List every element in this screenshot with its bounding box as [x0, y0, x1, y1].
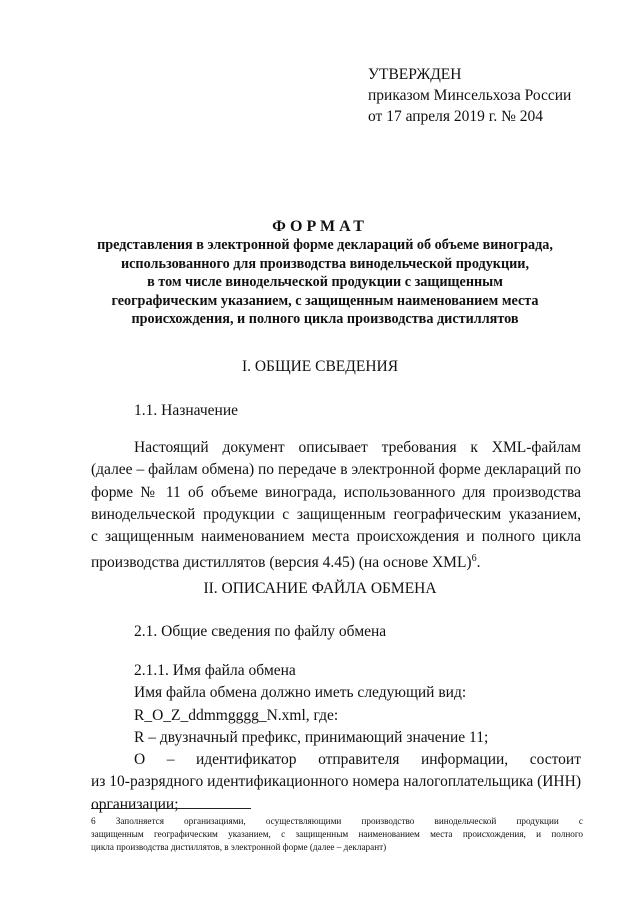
subtitle-line: происхождения, и полного цикла производства дистиллятов: [131, 311, 519, 327]
o-word: информации,: [420, 751, 509, 769]
approval-order: приказом Минсельхоза России: [368, 87, 572, 104]
filename-pattern: R_O_Z_ddmmgggg_N.xml, где:: [134, 706, 339, 724]
footnote-reference: 6: [471, 553, 477, 565]
paragraph-line: форме № 11 об объеме винограда, использованного для производства: [91, 483, 581, 501]
paragraph-line: с защищенным наименованием места происхождения и полного цикла: [91, 528, 581, 546]
o-word: идентификатор: [195, 751, 297, 769]
subtitle-line: географическим указанием, с защищенным наименованием места: [111, 292, 539, 309]
sender-id-line: [91, 749, 581, 771]
section-1-paragraph: [91, 437, 581, 575]
paragraph-last-line: производства дистиллятов (версия 4.45) (на основе XML)$^6$.: [91, 553, 481, 572]
inn-line: из 10-разрядного идентификационного номера налогоплательщика (ИНН): [91, 773, 581, 791]
section-2-heading: II. ОПИСАНИЕ ФАЙЛА ОБМЕНА: [203, 580, 437, 597]
o-word: состоит: [529, 751, 581, 769]
item-2-1-1-heading: 2.1.1. Имя файла обмена: [134, 662, 296, 679]
organization-line: организации;: [91, 795, 179, 813]
o-word: –: [166, 751, 175, 769]
approval-block: [368, 64, 571, 127]
paragraph-line: (далее – файлам обмена) по передаче в электронной форме деклараций по: [91, 461, 581, 479]
document-subtitle: [60, 236, 590, 329]
section-2-content: [91, 660, 581, 816]
footnote-line: защищенным географическим указанием, с защищенным наименованием места происхождения, и полного: [91, 829, 583, 839]
filename-description: Имя файла обмена должно иметь следующий вид:: [134, 684, 467, 702]
subtitle-line: использованного для производства винодельческой продукции,: [120, 255, 530, 272]
o-word: отправителя: [318, 751, 400, 769]
section-1-heading: I. ОБЩИЕ СВЕДЕНИЯ: [241, 358, 399, 375]
subsection-2-1-heading: 2.1. Общие сведения по файлу обмена: [134, 623, 387, 640]
o-word: О: [134, 751, 146, 769]
document-title: ФОРМАТ: [272, 218, 368, 235]
approval-status: УТВЕРЖДЕН: [368, 66, 462, 83]
paragraph-line: Настоящий документ описывает требования к XML-файлам: [134, 439, 581, 456]
footnote-line: 6 Заполняется организациями, осуществляющими производство винодельческой продукции с: [91, 816, 583, 826]
prefix-description: R – двузначный префикс, принимающий значение 11;: [134, 728, 489, 746]
subsection-1-1-heading: 1.1. Назначение: [134, 402, 239, 419]
approval-date: от 17 апреля 2019 г. № 204: [368, 108, 544, 125]
subtitle-line: в том числе винодельческой продукции с защищенным: [147, 274, 503, 290]
footnote-line: цикла производства дистиллятов, в электронной форме (далее – декларант): [91, 842, 387, 852]
footnote: [91, 815, 583, 854]
paragraph-line: винодельческой продукции с защищенным географическим указанием,: [91, 505, 581, 523]
footnote-divider: [91, 808, 251, 809]
subtitle-line: представления в электронной форме деклараций об объеме винограда,: [97, 237, 553, 253]
paragraph-line: производства дистиллятов (версия 4.45) (на основе XML): [91, 554, 472, 572]
